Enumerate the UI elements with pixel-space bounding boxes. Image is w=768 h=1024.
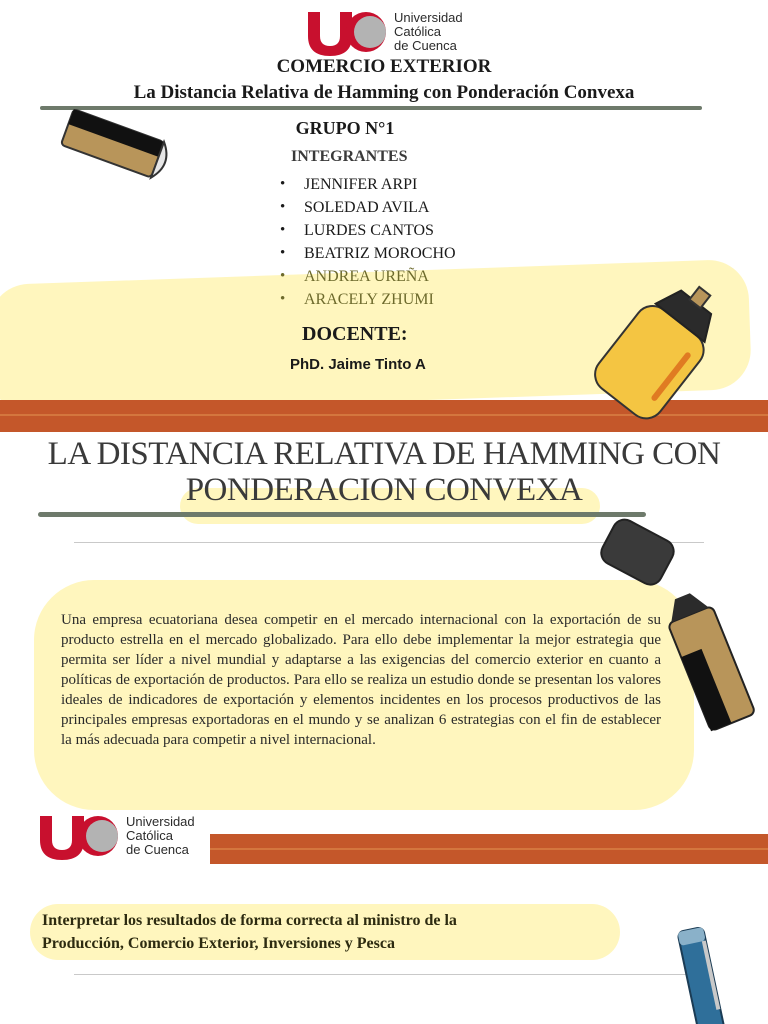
eraser-icon (56, 106, 178, 196)
subject-title: COMERCIO EXTERIOR (276, 56, 492, 77)
group-label: GRUPO N°1 (295, 118, 395, 138)
member-item: • SOLEDAD AVILA (278, 196, 538, 219)
problem-paragraph: Una empresa ecuatoriana desea competir en el mercado internacional con la exportación de su producto estrella en el mercado globalizado. Para ello debe implementar la mejor estrategia que permita ser líder a nivel mundial y adaptarse a las exigencias del comercio exterior en cuanto a políticas de exportación de productos. Para ello se realiza un estudio donde se presentan los valores ideales de indicadores de exportación y elementos incidentes en los procesos productivos de las principales empresas exportadoras en el mundo y se analizan 6 estrategias con el fin de establecer la más adecuada para competir a nivel internacional. (61, 612, 661, 748)
marker-cap-icon (592, 516, 682, 590)
logo-line-2: Católica (126, 828, 173, 843)
highlighter-icon (560, 270, 740, 430)
ucacue-emblem-icon (306, 8, 388, 56)
teacher-name: PhD. Jaime Tinto A (290, 356, 426, 373)
objective-line-1: Interpretar los resultados de forma correcta al ministro de la (42, 912, 457, 929)
pen-icon (672, 918, 732, 1024)
ucacue-emblem-icon (38, 812, 120, 860)
slide-title-line-2: PONDERACION CONVEXA (185, 472, 583, 508)
title-slide (0, 0, 768, 432)
presentation-title: La Distancia Relativa de Hamming con Ponderación Convexa (133, 82, 635, 103)
logo-line-1: Universidad (126, 814, 195, 829)
member-item: • ANDREA UREÑA (278, 265, 538, 288)
title-underline (38, 512, 646, 517)
orange-band (210, 834, 768, 864)
logo-line-3: de Cuenca (394, 38, 457, 53)
objective-line-2: Producción, Comercio Exterior, Inversiones y Pesca (42, 935, 395, 952)
logo-line-2: Católica (394, 24, 441, 39)
teacher-heading: DOCENTE: (302, 323, 408, 345)
members-heading: INTEGRANTES (291, 148, 408, 165)
member-item: • BEATRIZ MOROCHO (278, 242, 538, 265)
divider (74, 974, 694, 975)
logo-line-1: Universidad (394, 10, 463, 25)
marker-icon (654, 588, 758, 732)
university-logo (38, 812, 195, 860)
member-item: • ARACELY ZHUMI (278, 288, 538, 311)
problem-slide (0, 432, 768, 810)
objective-slide (0, 810, 768, 1024)
logo-line-3: de Cuenca (126, 842, 189, 857)
member-item: • LURDES CANTOS (278, 219, 538, 242)
university-logo (306, 8, 463, 56)
member-item: • JENNIFER ARPI (278, 173, 538, 196)
slide-title-line-1: LA DISTANCIA RELATIVA DE HAMMING CON (47, 436, 721, 472)
members-list (278, 173, 538, 311)
